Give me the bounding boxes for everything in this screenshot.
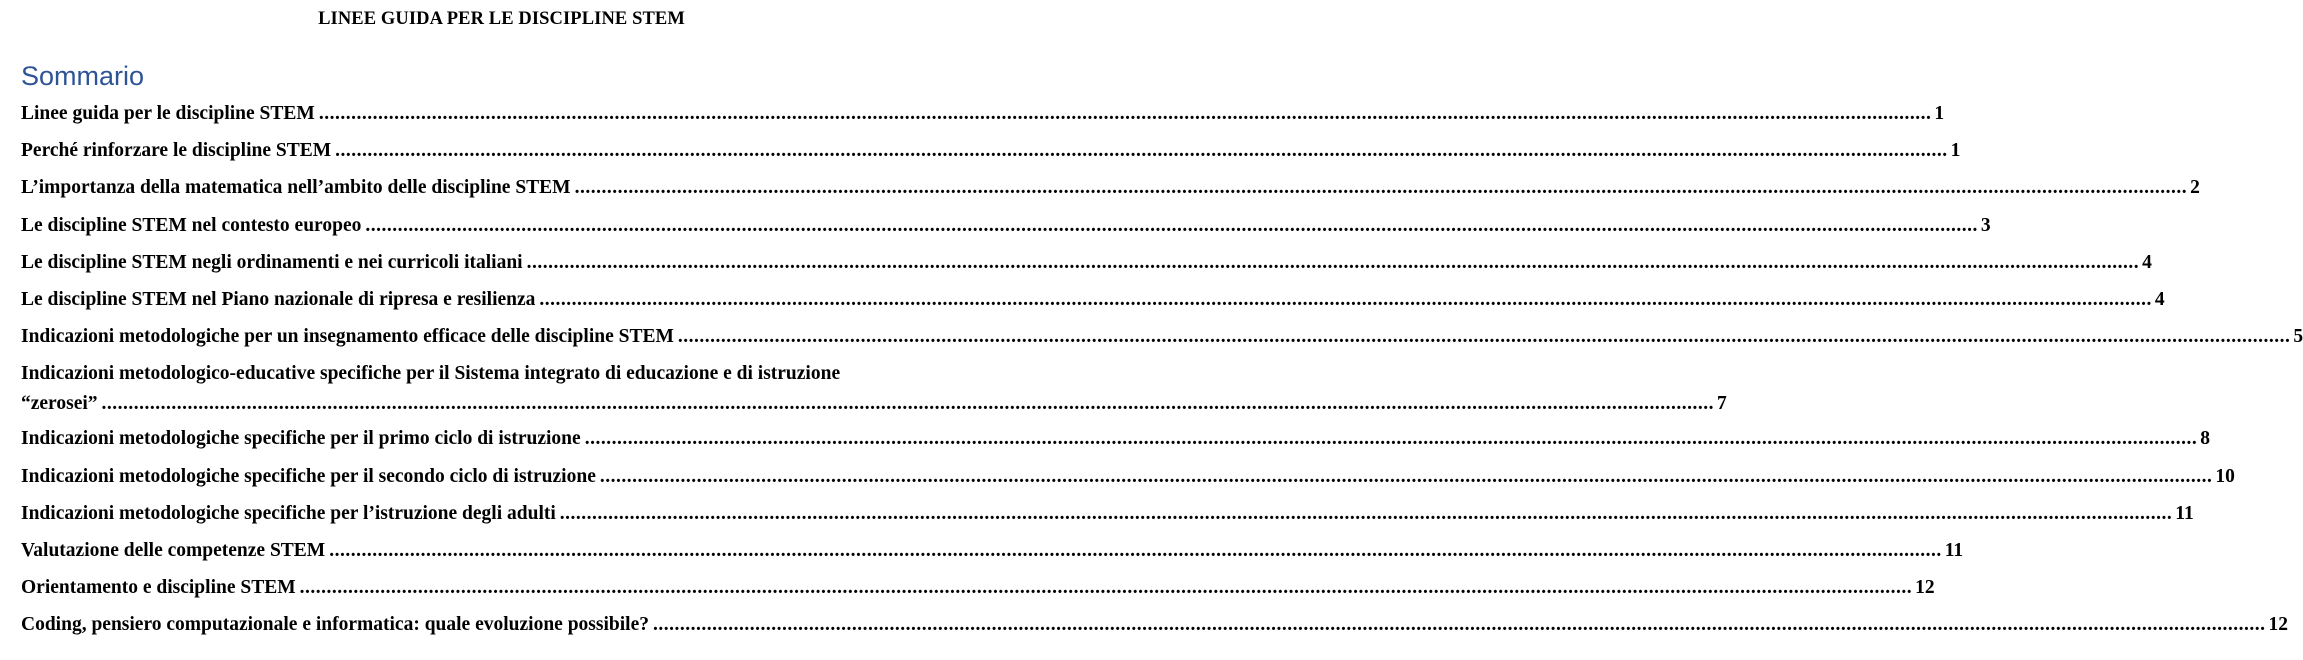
toc-entry-page[interactable]: 10: [2215, 465, 2235, 487]
toc-entry[interactable]: [21, 462, 2235, 499]
toc-entry-page[interactable]: 1: [1934, 103, 1945, 124]
toc-entry-continuation[interactable]: [21, 389, 1727, 424]
toc-entry-page[interactable]: 4: [2142, 251, 2152, 273]
toc-entry[interactable]: [21, 536, 1964, 573]
toc-leader-dots: ............................................................................................................................................................................................................................................................................................................: [335, 140, 1948, 162]
toc-entry-page[interactable]: 8: [2200, 428, 2210, 450]
toc-leader-dots: ............................................................................................................................................................................................................................................................................................................: [574, 177, 2188, 199]
toc-entry-title[interactable]: Le discipline STEM nel contesto europeo: [21, 214, 362, 236]
toc-leader-dots: ............................................................................................................................................................................................................................................................................................................: [652, 614, 2266, 636]
toc-leader-dots: ............................................................................................................................................................................................................................................................................................................: [365, 214, 1978, 236]
toc-leader-dots: ............................................................................................................................................................................................................................................................................................................: [677, 326, 2291, 348]
toc-entry-page[interactable]: 12: [1915, 577, 1935, 599]
toc-entry[interactable]: [21, 424, 2210, 461]
toc-leader-dots: ............................................................................................................................................................................................................................................................................................................: [539, 288, 2152, 310]
toc-entry[interactable]: [21, 322, 2303, 359]
toc-entry-title[interactable]: L’importanza della matematica nell’ambito delle discipline STEM: [21, 177, 571, 199]
toc-entry-title-continued[interactable]: “zerosei”: [21, 393, 98, 415]
toc-entry-page[interactable]: 7: [1717, 393, 1727, 415]
toc-entry-page[interactable]: 5: [2293, 326, 2303, 348]
toc-entry-title[interactable]: Indicazioni metodologiche per un insegnamento efficace delle discipline STEM: [21, 326, 674, 348]
toc-entry-title[interactable]: Valutazione delle competenze STEM: [21, 539, 326, 561]
toc-leader-dots: ............................................................................................................................................................................................................................................................................................................: [299, 577, 1913, 599]
toc-entry-page[interactable]: 12: [2268, 614, 2288, 636]
toc-entry[interactable]: [21, 610, 2288, 647]
toc-entry-title[interactable]: Indicazioni metodologico-educative specifiche per il Sistema integrato di educazione e di istruzione: [21, 363, 841, 385]
toc-entry-page[interactable]: 2: [2190, 177, 2200, 199]
toc-entry-page[interactable]: 3: [1980, 214, 1991, 236]
toc-entry-title[interactable]: Indicazioni metodologiche specifiche per l’istruzione degli adulti: [21, 502, 556, 524]
toc-entry-page[interactable]: 11: [2175, 502, 2194, 524]
toc-entry-title[interactable]: Indicazioni metodologiche specifiche per il primo ciclo di istruzione: [21, 428, 581, 450]
table-of-contents: [21, 99, 2303, 647]
toc-entry-page[interactable]: 4: [2154, 288, 2165, 310]
toc-leader-dots: ............................................................................................................................................................................................................................................................................................................: [584, 428, 2198, 450]
toc-entry[interactable]: [21, 359, 1727, 424]
toc-entry[interactable]: [21, 173, 2200, 210]
toc-entry-title[interactable]: Orientamento e discipline STEM: [21, 577, 296, 599]
toc-entry[interactable]: [21, 99, 1945, 136]
document-title: LINEE GUIDA PER LE DISCIPLINE STEM: [318, 9, 685, 29]
toc-leader-dots: ............................................................................................................................................................................................................................................................................................................: [318, 103, 1932, 124]
toc-entry-title[interactable]: Le discipline STEM nel Piano nazionale di ripresa e resilienza: [21, 288, 536, 310]
toc-entry-title[interactable]: Perché rinforzare le discipline STEM: [21, 140, 332, 162]
toc-entry-title[interactable]: Linee guida per le discipline STEM: [21, 103, 315, 124]
toc-entry-page[interactable]: 1: [1950, 140, 1961, 162]
toc-leader-dots: ............................................................................................................................................................................................................................................................................................................: [599, 465, 2213, 487]
toc-leader-dots: ............................................................................................................................................................................................................................................................................................................: [329, 539, 1942, 561]
toc-entry[interactable]: [21, 136, 1961, 173]
toc-entry-title[interactable]: Coding, pensiero computazionale e informatica: quale evoluzione possibile?: [21, 614, 649, 636]
toc-entry-title[interactable]: Indicazioni metodologiche specifiche per il secondo ciclo di istruzione: [21, 465, 596, 487]
toc-entry[interactable]: [21, 573, 1935, 610]
toc-entry[interactable]: [21, 211, 1991, 248]
toc-leader-dots: ............................................................................................................................................................................................................................................................................................................: [101, 393, 1715, 415]
toc-entry-title[interactable]: Le discipline STEM negli ordinamenti e nei curricoli italiani: [21, 251, 523, 273]
toc-entry[interactable]: [21, 248, 2152, 285]
toc-leader-dots: ............................................................................................................................................................................................................................................................................................................: [526, 251, 2140, 273]
toc-leader-dots: ............................................................................................................................................................................................................................................................................................................: [559, 502, 2173, 524]
toc-entry[interactable]: [21, 499, 2194, 536]
toc-entry-page[interactable]: 11: [1944, 539, 1964, 561]
toc-entry[interactable]: [21, 285, 2165, 322]
toc-heading: Sommario: [21, 61, 145, 91]
